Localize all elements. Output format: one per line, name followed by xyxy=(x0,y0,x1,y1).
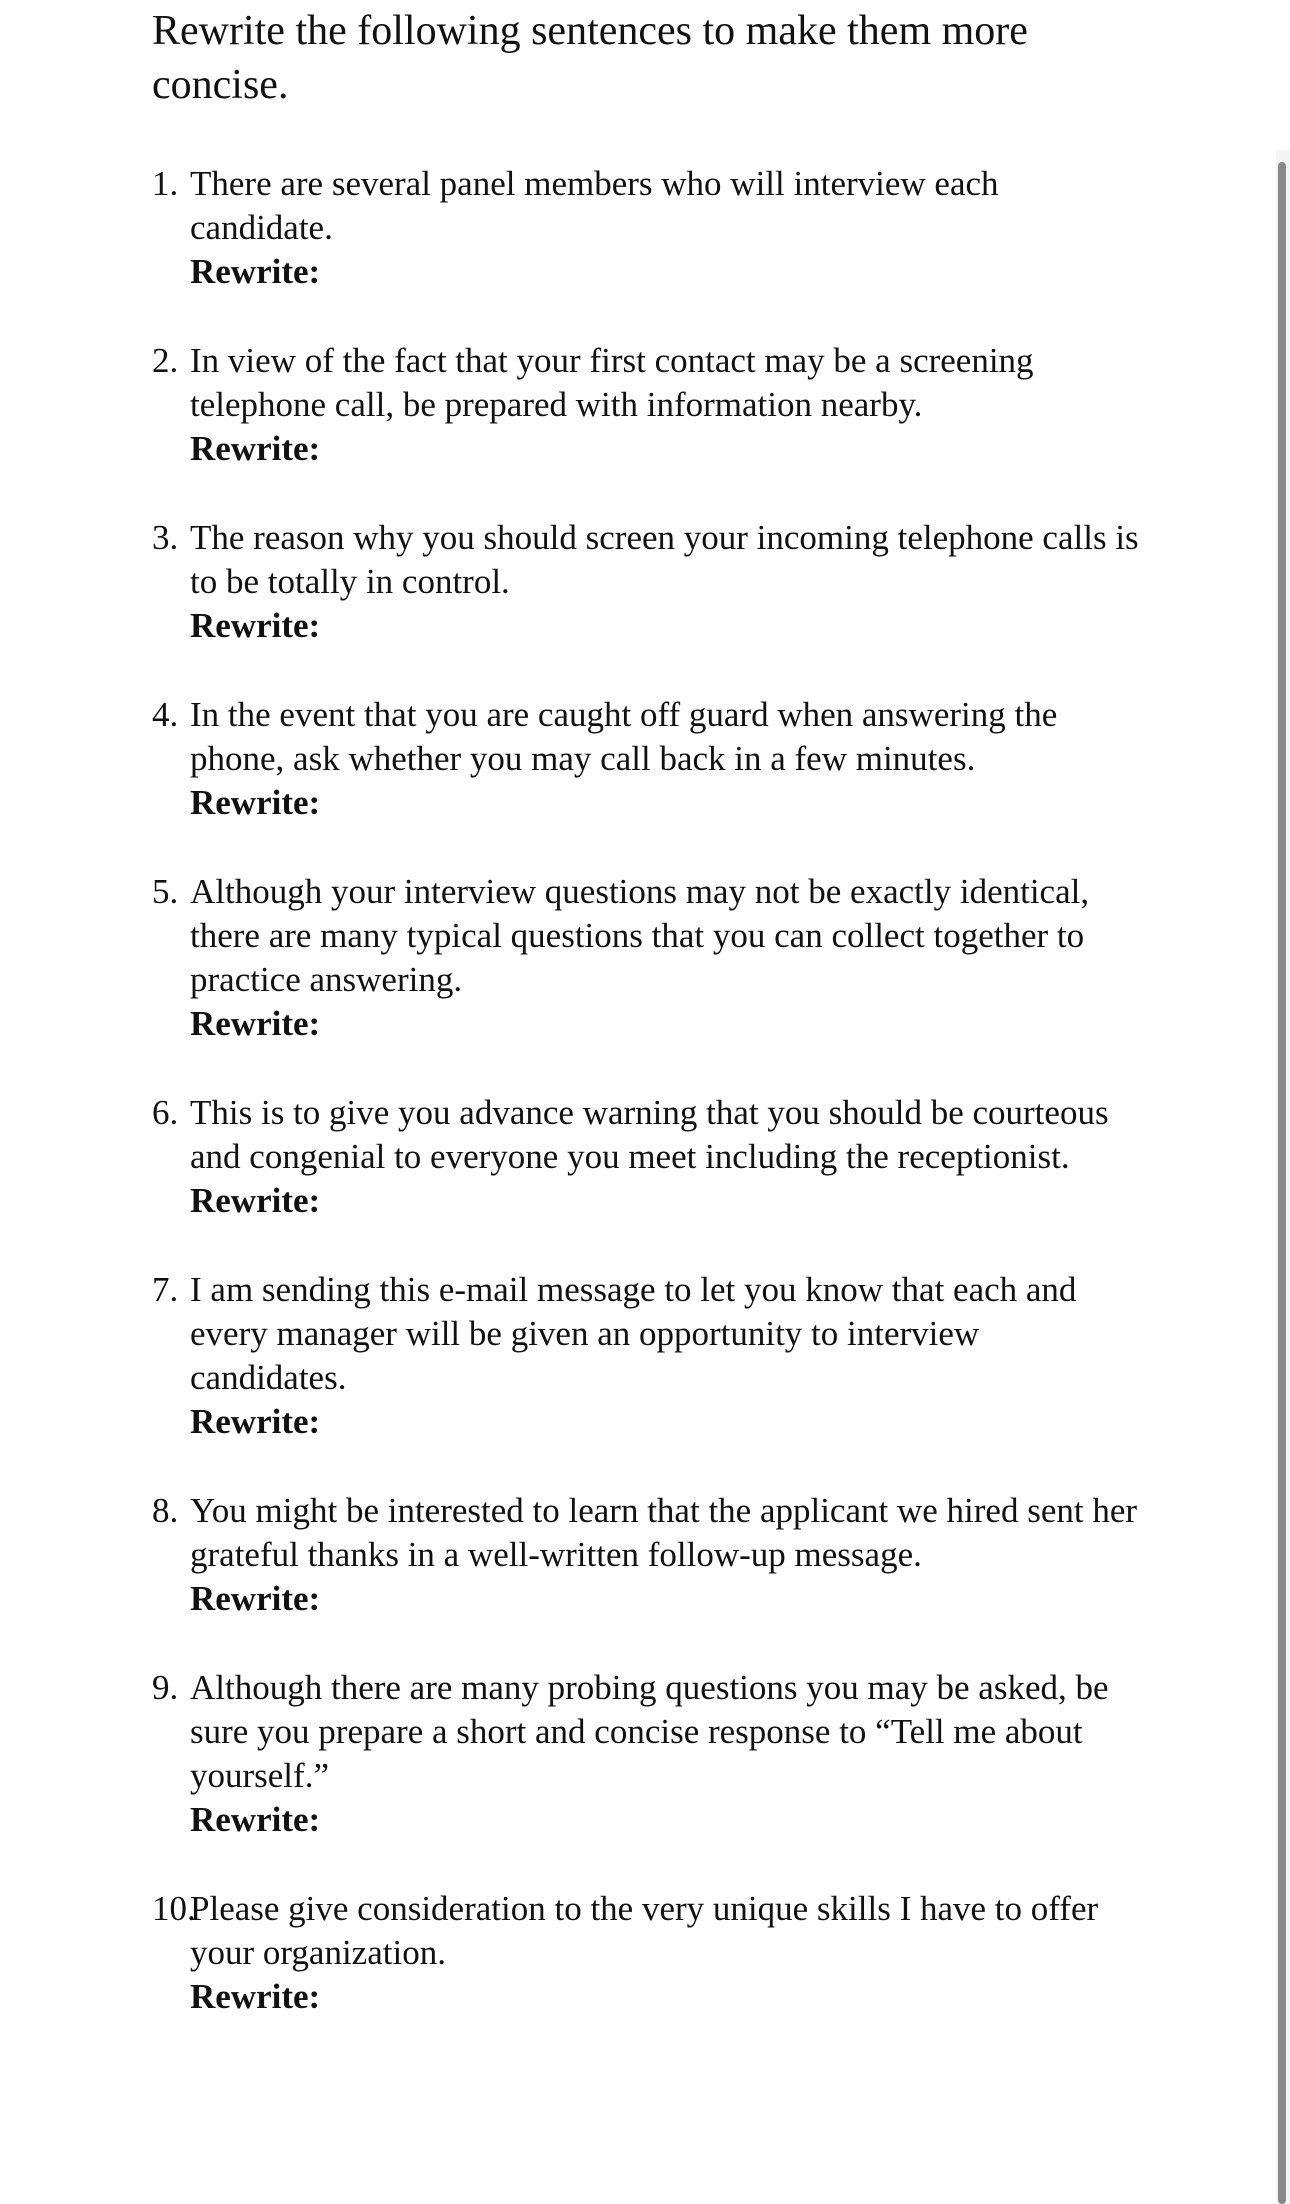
item-number: 9. xyxy=(152,1668,179,1707)
rewrite-label: Rewrite: xyxy=(190,1181,321,1220)
item-number: 4. xyxy=(152,695,179,734)
rewrite-label: Rewrite: xyxy=(190,1800,321,1839)
item-sentence: Please give consideration to the very unique skills I have to offer your organization. xyxy=(190,1889,1099,1972)
item-sentence: The reason why you should screen your incoming telephone calls is to be totally in control. xyxy=(190,518,1139,601)
item-sentence: In view of the fact that your first contact may be a screening telephone call, be prepared with information nearby. xyxy=(190,341,1034,424)
item-sentence: Although your interview questions may not be exactly identical, there are many typical questions that you can collect together to practice answering. xyxy=(190,872,1090,999)
item-sentence: You might be interested to learn that the applicant we hired sent her grateful thanks in a well-written follow-up message. xyxy=(190,1491,1138,1574)
list-item xyxy=(152,1887,1142,2019)
list-item xyxy=(152,1489,1142,1621)
item-sentence: This is to give you advance warning that you should be courteous and congenial to everyone you meet including the receptionist. xyxy=(190,1093,1109,1176)
instructions-heading: Rewrite the following sentences to make them more concise. xyxy=(152,8,1028,108)
rewrite-label: Rewrite: xyxy=(190,252,321,291)
item-number: 5. xyxy=(152,872,179,911)
list-item xyxy=(152,516,1142,648)
list-item xyxy=(152,1091,1142,1223)
rewrite-label: Rewrite: xyxy=(190,1977,321,2016)
rewrite-label: Rewrite: xyxy=(190,1004,321,1043)
item-number: 6. xyxy=(152,1093,179,1132)
item-sentence: There are several panel members who will interview each candidate. xyxy=(190,164,999,247)
rewrite-label: Rewrite: xyxy=(190,606,321,645)
item-sentence: Although there are many probing questions you may be asked, be sure you prepare a short and concise response to “Tell me about yourself.” xyxy=(190,1668,1109,1795)
item-sentence: In the event that you are caught off guard when answering the phone, ask whether you may call back in a few minutes. xyxy=(190,695,1058,778)
item-number: 7. xyxy=(152,1270,179,1309)
item-number: 2. xyxy=(152,341,179,380)
vertical-scrollbar[interactable] xyxy=(1276,150,1290,2204)
item-number: 1. xyxy=(152,164,179,203)
list-item xyxy=(152,339,1142,471)
rewrite-label: Rewrite: xyxy=(190,1579,321,1618)
list-item xyxy=(152,162,1142,294)
list-item xyxy=(152,1666,1142,1842)
rewrite-label: Rewrite: xyxy=(190,783,321,822)
exercise-list xyxy=(152,162,1142,2019)
document-page xyxy=(152,0,1142,2064)
rewrite-label: Rewrite: xyxy=(190,429,321,468)
list-item xyxy=(152,693,1142,825)
list-item xyxy=(152,1268,1142,1444)
list-item xyxy=(152,870,1142,1046)
item-number: 10. xyxy=(152,1889,196,1928)
item-number: 3. xyxy=(152,518,179,557)
scrollbar-thumb[interactable] xyxy=(1278,162,1286,2204)
rewrite-label: Rewrite: xyxy=(190,1402,321,1441)
item-sentence: I am sending this e-mail message to let you know that each and every manager will be given an opportunity to interview candidates. xyxy=(190,1270,1077,1397)
item-number: 8. xyxy=(152,1491,179,1530)
